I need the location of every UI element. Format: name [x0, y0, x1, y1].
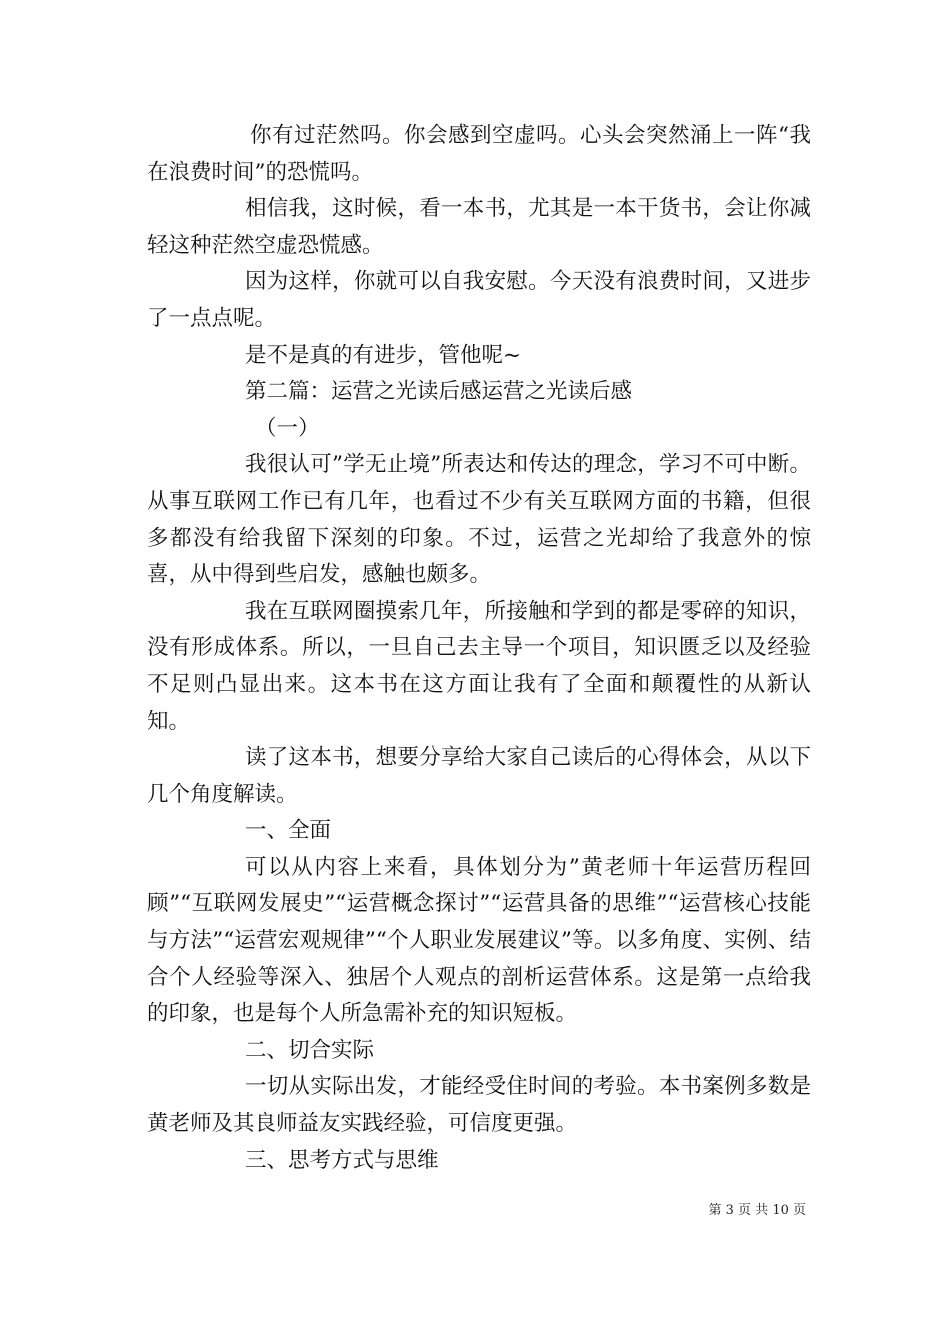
section-heading-second-article: 第二篇：运营之光读后感运营之光读后感 — [245, 379, 633, 405]
paragraph-9: 一切从实际出发，才能经受住时间的考验。本书案例多数是黄老师及其良师益友实践经验，可信度更强。 — [147, 1074, 811, 1137]
paragraph-3: 因为这样，你就可以自我安慰。今天没有浪费时间，又进步了一点点呢。 — [147, 269, 811, 331]
paragraph-1: 你有过茫然吗。你会感到空虚吗。心头会突然涌上一阵“我在浪费时间”的恐慌吗。 — [147, 123, 811, 185]
heading-comprehensive: 一、全面 — [245, 818, 332, 844]
paragraph-6: 我在互联网圈摸索几年，所接触和学到的都是零碎的知识，没有形成体系。所以，一旦自己去主导一个项目，知识匮乏以及经验不足则凸显出来。这本书在这方面让我有了全面和颠覆性的从新认知。 — [147, 598, 811, 734]
page-number-footer: 第 3 页 共 10 页 — [708, 1203, 806, 1218]
paragraph-5: 我很认可”学无止境”所表达和传达的理念，学习不可中断。从事互联网工作已有几年，也看过不少有关互联网方面的书籍，但很多都没有给我留下深刻的印象。不过，运营之光却给了我意外的惊喜，从中得到些启发，感触也颇多。 — [147, 452, 811, 588]
paragraph-4: 是不是真的有进步，管他呢~ — [245, 342, 522, 368]
document-body — [147, 118, 811, 1179]
section-subheading-one: （一） — [255, 415, 320, 441]
paragraph-7: 读了这本书，想要分享给大家自己读后的心得体会，从以下几个角度解读。 — [147, 745, 811, 807]
paragraph-8: 可以从内容上来看，具体划分为”黄老师十年运营历程回顾”“互联网发展史”“运营概念探讨”“运营具备的思维”“运营核心技能与方法”“运营宏观规律”“个人职业发展建议”等。以多角度、实例、结合个人经验等深入、独居个人观点的剖析运营体系。这是第一点给我的印象，也是每个人所急需补充的知识短板。 — [147, 854, 811, 1027]
heading-practical: 二、切合实际 — [245, 1037, 375, 1063]
paragraph-2: 相信我，这时候，看一本书，尤其是一本干货书，会让你减轻这种茫然空虚恐慌感。 — [147, 196, 811, 258]
heading-thinking: 三、思考方式与思维 — [245, 1147, 439, 1173]
